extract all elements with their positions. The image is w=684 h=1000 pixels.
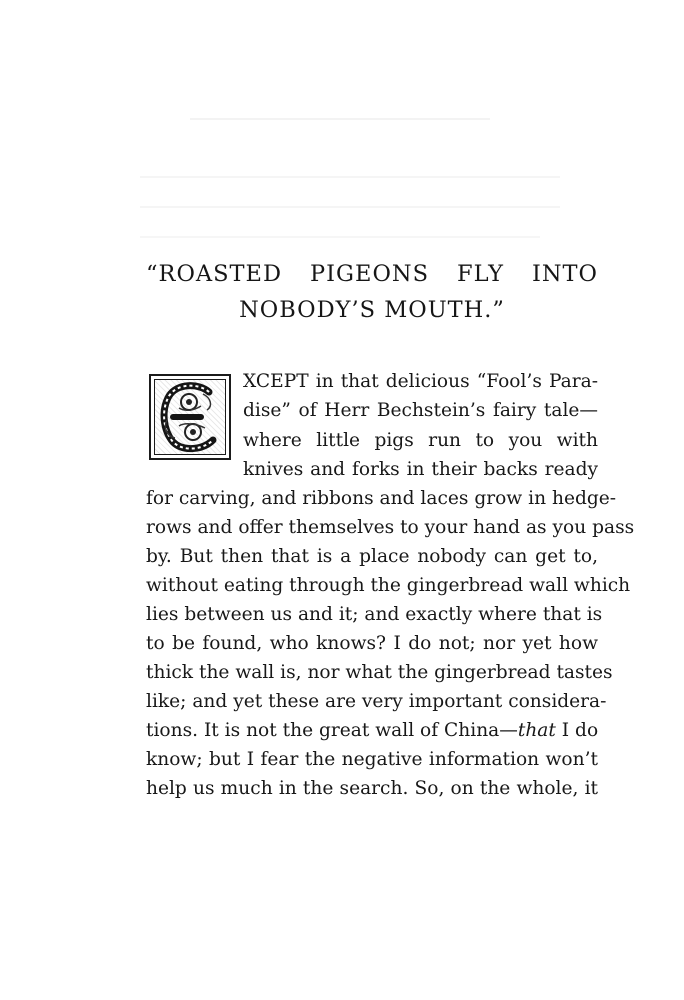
chapter-title-line-1: “ROASTED PIGEONS FLY INTO xyxy=(146,261,598,287)
text-segment: I do xyxy=(555,720,599,741)
text-line: where little pigs run to you with xyxy=(243,430,598,451)
text-line: like; and yet these are very important considera- xyxy=(146,691,607,712)
text-line: knives and forks in their backs ready xyxy=(243,459,598,480)
italic-word: that xyxy=(517,720,556,741)
decorated-initial xyxy=(149,374,231,460)
chapter-title-line-2: NOBODY’S MOUTH.” xyxy=(239,297,505,323)
text-line: help us much in the search. So, on the whole, it xyxy=(146,778,598,799)
bleed-through-shadow xyxy=(140,176,560,178)
text-line: thick the wall is, nor what the gingerbread tastes xyxy=(146,662,613,683)
bleed-through-shadow xyxy=(140,236,540,238)
text-line: lies between us and it; and exactly where that is xyxy=(146,604,603,625)
text-line xyxy=(146,717,598,745)
text-line: know; but I fear the negative information won’t xyxy=(146,749,598,770)
decorated-initial-frame xyxy=(154,379,226,455)
text-line: for carving, and ribbons and laces grow in hedge- xyxy=(146,488,617,509)
initial-letter xyxy=(155,379,225,455)
text-segment: tions. It is not the great wall of China— xyxy=(146,720,518,741)
text-line: dise” of Herr Bechstein’s fairy tale— xyxy=(243,400,598,421)
text-line: XCEPT in that delicious “Fool’s Para- xyxy=(243,371,598,392)
bleed-through-shadow xyxy=(140,206,560,208)
text-line: to be found, who knows? I do not; nor yet how xyxy=(146,633,598,654)
bleed-through-shadow xyxy=(190,118,490,120)
text-line: by. But then that is a place nobody can get to, xyxy=(146,546,598,567)
chapter-title xyxy=(146,256,598,328)
text-line: without eating through the gingerbread wall which xyxy=(146,575,631,596)
text-line: rows and offer themselves to your hand as you pass xyxy=(146,517,635,538)
